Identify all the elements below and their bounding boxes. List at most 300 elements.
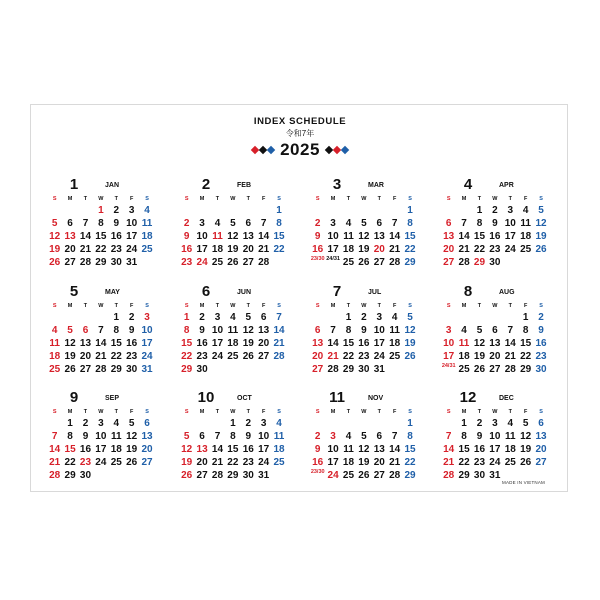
weekday-label: W <box>361 409 367 415</box>
weekday-header <box>310 302 418 311</box>
weekday-label: S <box>277 303 281 309</box>
day-cell: 6 <box>67 218 73 229</box>
day-cell: 7 <box>330 325 336 336</box>
weekday-label: S <box>52 196 57 202</box>
day-cell: 28 <box>458 257 470 268</box>
month-name: DEC <box>499 395 514 402</box>
day-cell: 20 <box>489 351 501 362</box>
month-number: 12 <box>459 389 477 406</box>
month-name: APR <box>499 182 514 189</box>
day-cell: 15 <box>273 231 285 242</box>
day-cell: 22 <box>458 457 470 468</box>
day-cell: 7 <box>214 431 221 442</box>
day-cell: 29 <box>110 364 122 375</box>
day-cell <box>179 417 194 430</box>
day-cell <box>402 363 417 376</box>
day-cell: 7 <box>82 218 89 229</box>
day-cell: 22 <box>273 244 285 255</box>
day-cell <box>225 363 240 376</box>
day-cell: 11 <box>458 338 470 349</box>
weekday-label: S <box>315 303 320 309</box>
day-cell: 16 <box>110 231 122 242</box>
day-cell: 21 <box>389 244 401 255</box>
day-grid <box>441 311 549 376</box>
day-grid <box>441 417 549 482</box>
weekday-label: S <box>408 196 412 202</box>
weekday-label: M <box>461 196 467 202</box>
weekday-label: T <box>346 196 351 202</box>
weekday-label: M <box>199 196 205 202</box>
day-cell <box>78 204 93 217</box>
day-cell: 11 <box>343 444 354 455</box>
day-cell: 20 <box>443 244 455 255</box>
day-cell: 20 <box>64 244 76 255</box>
day-cell <box>472 311 487 324</box>
weekday-label: F <box>392 409 397 415</box>
day-cell: 26 <box>358 470 370 481</box>
day-cell: 28 <box>389 470 401 481</box>
day-cell: 13 <box>535 431 547 442</box>
day-cell: 20 <box>373 244 385 255</box>
day-cell: 4 <box>276 418 282 429</box>
day-cell: 25 <box>49 364 61 375</box>
day-cell: 15 <box>458 444 470 455</box>
day-cell: 7 <box>391 431 398 442</box>
day-cell: 31 <box>126 257 138 268</box>
day-cell <box>47 311 62 324</box>
day-cell: 23 <box>242 457 254 468</box>
calendar-header <box>0 116 600 160</box>
weekday-label: F <box>261 409 266 415</box>
calendar-title: INDEX SCHEDULE <box>253 116 347 127</box>
day-cell: 3 <box>214 312 221 323</box>
day-cell <box>387 417 402 430</box>
day-cell: 23/30 <box>310 469 325 475</box>
day-cell: 7 <box>98 325 104 336</box>
weekday-label: S <box>408 409 412 415</box>
weekday-label: T <box>215 196 220 202</box>
day-cell: 26 <box>49 257 61 268</box>
weekday-label: M <box>67 409 73 415</box>
day-cell <box>210 363 225 376</box>
day-cell: 1 <box>230 418 236 429</box>
day-cell <box>456 311 471 324</box>
day-cell: 14 <box>49 444 61 455</box>
day-cell: 22 <box>404 457 416 468</box>
month-dec <box>441 389 549 482</box>
day-cell: 1 <box>98 205 104 216</box>
day-cell <box>356 417 371 430</box>
day-cell: 9 <box>314 444 321 455</box>
day-cell: 6 <box>199 431 205 442</box>
month-number: 8 <box>463 283 473 300</box>
day-cell: 4 <box>507 418 514 429</box>
day-cell: 8 <box>98 218 104 229</box>
year-row <box>0 140 600 160</box>
day-cell: 28 <box>273 351 285 362</box>
day-cell: 27 <box>489 364 501 375</box>
day-cell: 19 <box>358 244 370 255</box>
day-cell: 6 <box>492 325 498 336</box>
day-cell: 12 <box>227 231 239 242</box>
weekday-label: T <box>114 196 118 202</box>
day-cell: 2 <box>361 312 367 323</box>
weekday-label: M <box>330 303 336 309</box>
weekday-label: M <box>67 196 73 202</box>
day-cell: 23 <box>126 351 138 362</box>
day-cell: 21 <box>95 351 107 362</box>
day-cell: 14 <box>458 231 470 242</box>
day-cell: 10 <box>373 325 385 336</box>
day-cell: 24 <box>258 457 270 468</box>
day-cell: 2 <box>492 205 498 216</box>
day-cell: 9 <box>361 325 367 336</box>
day-cell: 27 <box>443 257 455 268</box>
weekday-label: S <box>446 303 451 309</box>
day-cell: 22 <box>342 351 355 362</box>
month-heading <box>441 283 549 300</box>
day-cell: 6 <box>314 325 321 336</box>
day-cell <box>387 204 402 217</box>
weekday-header <box>441 408 549 417</box>
weekday-header <box>179 302 287 311</box>
month-name: JUN <box>237 289 252 296</box>
day-cell: 3 <box>330 431 336 442</box>
day-cell <box>62 204 77 217</box>
weekday-label: T <box>377 303 381 309</box>
weekday-label: S <box>145 196 149 202</box>
day-cell: 19 <box>535 231 547 242</box>
weekday-label: W <box>492 409 498 415</box>
day-cell: 21 <box>79 244 92 255</box>
day-cell: 18 <box>273 444 285 455</box>
day-cell: 8 <box>230 431 236 442</box>
day-cell: 19 <box>242 338 254 349</box>
day-cell: 4 <box>144 205 150 216</box>
weekday-header <box>441 195 549 204</box>
day-cell: 1 <box>67 418 73 429</box>
weekday-label: S <box>52 303 57 309</box>
day-cell: 24 <box>327 470 339 481</box>
weekday-label: T <box>114 303 118 309</box>
day-grid <box>47 417 155 482</box>
day-cell: 15 <box>95 231 107 242</box>
day-cell: 3 <box>128 205 135 216</box>
day-cell: 16 <box>196 338 208 349</box>
day-cell: 22 <box>110 351 122 362</box>
day-cell: 25 <box>458 364 470 375</box>
day-cell: 25 <box>227 351 239 362</box>
month-name: SEP <box>105 395 120 402</box>
day-cell: 22 <box>404 244 416 255</box>
day-cell: 24/31 <box>326 256 340 262</box>
day-cell: 11 <box>520 218 531 229</box>
day-cell: 8 <box>407 218 413 229</box>
day-cell: 18 <box>458 351 470 362</box>
day-cell: 25 <box>342 257 355 268</box>
day-cell: 15 <box>520 338 532 349</box>
day-cell <box>256 363 271 376</box>
month-mar <box>310 176 418 269</box>
day-cell: 28 <box>79 257 92 268</box>
day-cell: 1 <box>407 418 413 429</box>
day-cell: 18 <box>342 244 355 255</box>
weekday-label: M <box>199 409 205 415</box>
day-cell: 26 <box>535 244 547 255</box>
month-heading <box>310 176 418 193</box>
day-cell: 19 <box>358 457 370 468</box>
day-cell: 28 <box>389 257 401 268</box>
day-cell: 10 <box>196 231 208 242</box>
day-cell: 2 <box>538 312 544 323</box>
day-cell <box>387 363 402 376</box>
weekday-label: W <box>230 303 236 309</box>
day-cell: 29 <box>473 257 486 268</box>
day-cell: 4 <box>51 325 58 336</box>
day-cell: 21 <box>458 244 470 255</box>
day-cell: 4 <box>230 312 236 323</box>
day-cell: 27 <box>141 457 153 468</box>
day-cell: 26 <box>64 364 76 375</box>
day-cell: 9 <box>82 431 89 442</box>
day-cell: 13 <box>443 231 455 242</box>
weekday-header <box>179 195 287 204</box>
weekday-label: T <box>246 196 250 202</box>
day-cell: 10 <box>443 338 455 349</box>
day-grid <box>179 204 287 269</box>
month-number: 4 <box>463 176 473 193</box>
month-number: 7 <box>332 283 342 300</box>
month-name: OCT <box>237 395 252 402</box>
day-cell: 30 <box>126 364 138 375</box>
day-cell: 12 <box>358 231 370 242</box>
day-cell <box>139 256 154 269</box>
day-cell <box>441 417 456 430</box>
weekday-label: W <box>230 196 236 202</box>
day-cell: 22 <box>181 351 193 362</box>
day-cell: 13 <box>373 444 385 455</box>
weekday-label: T <box>346 409 351 415</box>
weekday-label: T <box>114 409 118 415</box>
month-heading <box>310 389 418 406</box>
day-cell: 6 <box>538 418 544 429</box>
day-cell: 5 <box>538 205 544 216</box>
era-year-label: 令和7年 <box>285 129 315 138</box>
day-cell: 20 <box>141 444 153 455</box>
month-name: JAN <box>105 182 120 189</box>
day-cell <box>356 204 371 217</box>
day-cell: 23 <box>535 351 547 362</box>
day-cell: 23 <box>181 257 193 268</box>
day-cell: 13 <box>489 338 501 349</box>
day-cell: 23 <box>489 244 501 255</box>
day-cell: 27 <box>196 470 208 481</box>
day-cell: 24 <box>126 244 138 255</box>
day-cell: 26 <box>520 457 532 468</box>
day-cell: 27 <box>258 351 270 362</box>
weekday-label: S <box>315 196 320 202</box>
day-cell: 21 <box>504 351 516 362</box>
day-cell: 15 <box>404 231 416 242</box>
day-cell: 29 <box>227 470 239 481</box>
day-cell: 9 <box>199 325 205 336</box>
day-cell: 11 <box>212 231 223 242</box>
day-cell: 2 <box>183 218 190 229</box>
day-cell: 18 <box>504 444 516 455</box>
day-cell: 21 <box>258 244 270 255</box>
day-cell <box>372 417 387 430</box>
weekday-label: T <box>477 196 482 202</box>
day-cell: 29 <box>404 470 416 481</box>
day-cell: 5 <box>128 418 135 429</box>
day-cell: 8 <box>407 431 413 442</box>
day-cell: 11 <box>110 431 122 442</box>
day-cell: 13 <box>242 231 254 242</box>
day-cell <box>139 469 154 482</box>
diamond-ornament-left-icon <box>252 147 274 153</box>
day-cell: 4 <box>461 325 467 336</box>
day-cell: 1 <box>476 205 483 216</box>
weekday-label: W <box>492 196 498 202</box>
day-cell: 9 <box>113 218 120 229</box>
weekday-label: F <box>523 196 528 202</box>
day-cell: 17 <box>327 457 339 468</box>
weekday-header <box>441 302 549 311</box>
month-name: NOV <box>368 395 384 402</box>
day-cell: 31 <box>373 364 385 375</box>
day-cell: 16 <box>358 338 370 349</box>
day-cell: 16 <box>489 231 501 242</box>
weekday-header <box>47 302 155 311</box>
weekday-label: T <box>508 196 512 202</box>
month-jun <box>179 283 287 376</box>
month-number: 2 <box>201 176 211 193</box>
day-cell: 7 <box>276 312 282 323</box>
day-cell: 6 <box>445 218 452 229</box>
day-cell <box>78 311 93 324</box>
day-cell <box>194 204 209 217</box>
day-cell <box>533 256 548 269</box>
day-cell: 8 <box>276 218 282 229</box>
day-cell: 8 <box>476 218 483 229</box>
day-cell: 8 <box>345 325 352 336</box>
weekday-label: W <box>98 409 104 415</box>
month-heading <box>47 176 155 193</box>
day-cell: 19 <box>181 457 193 468</box>
day-cell: 9 <box>476 431 483 442</box>
month-heading <box>179 283 287 300</box>
month-number: 3 <box>332 176 342 193</box>
day-cell: 18 <box>342 457 355 468</box>
month-number: 9 <box>69 389 79 406</box>
day-grid <box>179 311 287 376</box>
weekday-label: S <box>539 303 543 309</box>
day-cell: 26 <box>242 351 254 362</box>
month-heading <box>179 389 287 406</box>
day-cell: 24 <box>504 244 516 255</box>
weekday-label: T <box>246 409 250 415</box>
day-cell: 24/31 <box>441 363 456 369</box>
day-cell: 1 <box>522 312 529 323</box>
day-cell: 13 <box>64 231 76 242</box>
day-cell: 5 <box>183 431 190 442</box>
weekday-label: M <box>330 196 336 202</box>
day-cell: 27 <box>64 257 76 268</box>
day-cell: 8 <box>67 431 73 442</box>
month-jul <box>310 283 418 376</box>
day-cell: 14 <box>211 444 224 455</box>
day-cell: 16 <box>242 444 254 455</box>
month-name: AUG <box>499 289 515 296</box>
day-cell: 1 <box>276 205 282 216</box>
day-cell: 10 <box>211 325 224 336</box>
day-cell: 23 <box>79 457 92 468</box>
day-cell: 9 <box>128 325 135 336</box>
day-cell: 21 <box>389 457 401 468</box>
day-cell: 4 <box>522 205 529 216</box>
day-cell: 3 <box>199 218 205 229</box>
day-cell: 29 <box>404 257 416 268</box>
day-cell: 16 <box>312 244 324 255</box>
month-heading <box>47 389 155 406</box>
day-grid <box>310 204 418 269</box>
weekday-label: T <box>377 409 381 415</box>
day-cell: 27 <box>79 364 92 375</box>
month-name: JUL <box>368 289 382 296</box>
day-cell: 10 <box>489 431 501 442</box>
weekday-label: S <box>184 409 189 415</box>
day-cell: 9 <box>314 231 321 242</box>
day-cell: 21 <box>443 457 455 468</box>
day-cell: 21 <box>273 338 285 349</box>
day-cell: 9 <box>245 431 252 442</box>
weekday-header <box>47 195 155 204</box>
day-cell: 17 <box>211 338 224 349</box>
day-cell: 19 <box>473 351 486 362</box>
day-cell: 7 <box>391 218 398 229</box>
day-cell: 5 <box>522 418 529 429</box>
day-cell: 13 <box>312 338 324 349</box>
day-cell: 11 <box>504 431 516 442</box>
day-cell: 16 <box>473 444 486 455</box>
day-cell: 30 <box>242 470 254 481</box>
day-cell: 11 <box>343 231 354 242</box>
day-cell <box>487 311 502 324</box>
month-heading <box>47 283 155 300</box>
day-cell: 17 <box>327 244 339 255</box>
day-cell <box>325 204 340 217</box>
day-cell: 2 <box>113 205 120 216</box>
month-number: 11 <box>329 389 345 406</box>
year-label: 2025 <box>280 140 320 159</box>
day-cell: 5 <box>361 218 367 229</box>
weekday-label: T <box>508 409 512 415</box>
day-cell: 30 <box>79 470 92 481</box>
day-cell: 30 <box>489 257 501 268</box>
day-cell: 4 <box>214 218 221 229</box>
day-cell <box>47 204 62 217</box>
day-cell: 5 <box>245 312 252 323</box>
month-number: 5 <box>69 283 79 300</box>
day-cell <box>271 363 286 376</box>
day-cell: 14 <box>258 231 270 242</box>
day-cell: 28 <box>504 364 516 375</box>
day-cell <box>456 204 471 217</box>
day-cell: 6 <box>376 431 383 442</box>
day-cell: 15 <box>473 231 486 242</box>
day-cell: 17 <box>258 444 270 455</box>
day-cell: 9 <box>538 325 544 336</box>
